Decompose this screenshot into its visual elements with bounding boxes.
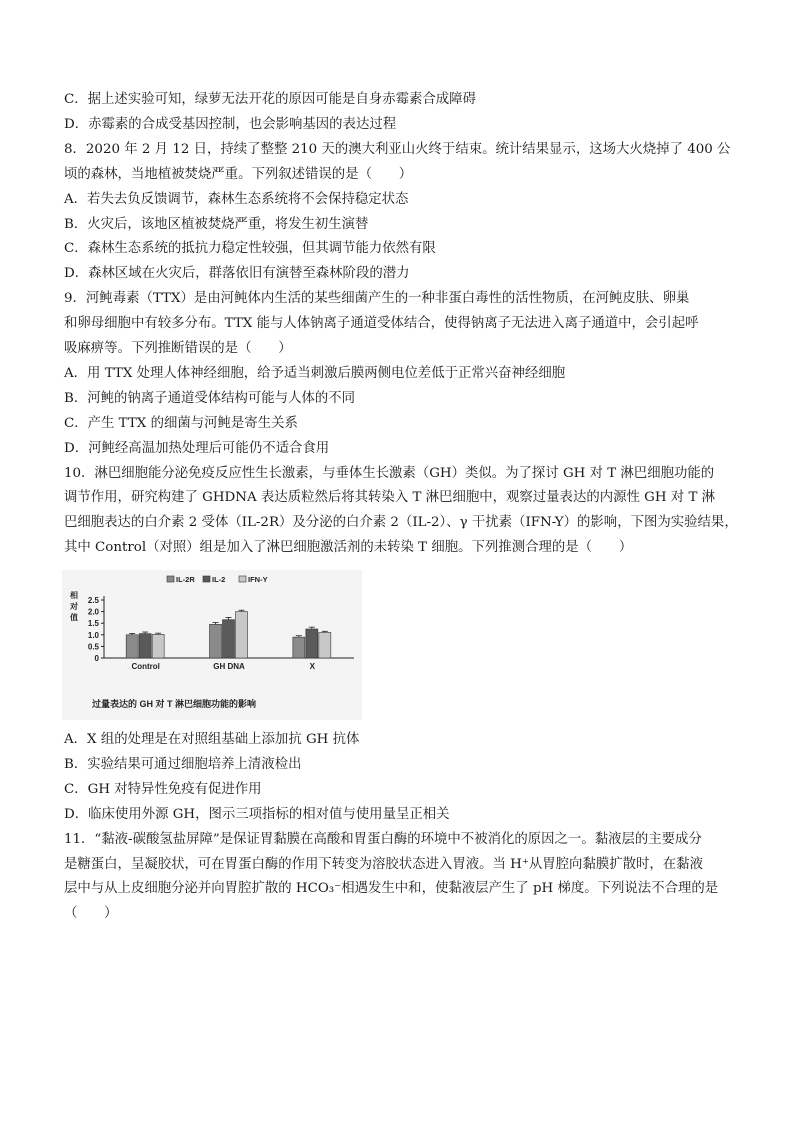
- text-line: A．若失去负反馈调节，森林生态系统将不会保持稳定状态: [64, 191, 409, 207]
- legend-label: IL-2: [212, 575, 226, 584]
- legend-swatch: [167, 576, 174, 582]
- bar-ifn-y: [319, 632, 331, 658]
- figure-panel: [62, 570, 362, 720]
- legend-label: IL-2R: [176, 575, 195, 584]
- bar-il-2r: [126, 635, 138, 658]
- bar-ifn-y: [236, 612, 248, 658]
- bar-il-2: [306, 629, 318, 658]
- text-line: 11．“黏液-碳酸氢盐屏障”是保证胃黏膜在高酸和胃蛋白酶的环境中不被消化的原因之一。黏液层的主要成分: [64, 831, 702, 847]
- y-tick-label: 2.0: [87, 607, 99, 617]
- text-line: 调节作用，研究构建了 GHDNA 表达质粒然后将其转染入 T 淋巴细胞中，观察过量表达的内源性 GH 对 T 淋: [64, 490, 716, 506]
- text-line: C．森林生态系统的抵抗力稳定性较强，但其调节能力依然有限: [64, 241, 436, 257]
- text-line: C．GH 对特异性免疫有促进作用: [64, 781, 262, 797]
- text-line: 10．淋巴细胞能分泌免疫反应性生长激素，与垂体生长激素（GH）类似。为了探讨 GH 对 T 淋巴细胞功能的: [64, 465, 715, 481]
- x-tick-label: Control: [131, 662, 160, 671]
- text-line: C．据上述实验可知，绿萝无法开花的原因可能是自身赤霉素合成障碍: [64, 92, 476, 107]
- y-axis-label-char: 值: [70, 613, 78, 622]
- y-tick-label: 2.5: [87, 596, 99, 605]
- bar-ifn-y: [152, 634, 164, 658]
- text-line: B．实验结果可通过细胞培养上清液检出: [64, 756, 302, 772]
- bar-il-2r: [210, 624, 222, 658]
- legend-label: IFN-Y: [248, 575, 268, 584]
- text-line: 8．2020 年 2 月 12 日，持续了整整 210 天的澳大利亚山火终于结束。统计结果显示，这场大火烧掉了 400 公: [64, 141, 731, 157]
- y-tick-label: 1.5: [87, 619, 99, 629]
- text-line: D．森林区域在火灾后，群落依旧有演替至森林阶段的潜力: [64, 266, 410, 282]
- figure-caption: 过量表达的 GH 对 T 淋巴细胞功能的影响: [92, 699, 257, 709]
- text-line: 层中与从上皮细胞分泌并向胃腔扩散的 HCO₃⁻相遇发生中和，使黏液层产生了 pH 梯度。下列说法不合理的是: [64, 881, 719, 897]
- text-line: B．火灾后，该地区植被焚烧严重，将发生初生演替: [64, 216, 369, 232]
- x-tick-label: X: [309, 662, 316, 671]
- text-line: 9．河鲀毒素（TTX）是由河鲀体内生活的某些细菌产生的一种非蛋白毒性的活性物质，在河鲀皮肤、卵巢: [64, 291, 690, 307]
- bar-il-2: [139, 634, 151, 658]
- text-line: 其中 Control（对照）组是加入了淋巴细胞激活剂的未转染 T 细胞。下列推测合理的是（ ）: [64, 540, 633, 556]
- legend-swatch: [239, 576, 246, 582]
- text-line: 吸麻痹等。下列推断错误的是（ ）: [64, 341, 292, 356]
- text-line: 是糖蛋白，呈凝胶状，可在胃蛋白酶的作用下转变为溶胶状态进入胃液。当 H⁺从胃腔向黏膜扩散时，在黏液: [64, 856, 703, 872]
- text-line: D．临床使用外源 GH，图示三项指标的相对值与使用量呈正相关: [64, 806, 450, 822]
- text-line: 顷的森林，当地植被焚烧严重。下列叙述错误的是（ ）: [64, 166, 413, 182]
- legend-swatch: [203, 576, 210, 582]
- text-line: C．产生 TTX 的细菌与河鲀是寄生关系: [64, 415, 298, 431]
- y-axis-label-char: 相: [70, 591, 78, 600]
- y-tick-label: 0.5: [87, 642, 99, 652]
- text-line: （ ）: [64, 906, 118, 922]
- y-tick-label: 0: [94, 654, 99, 663]
- text-line: A．用 TTX 处理人体神经细胞，给予适当刺激后膜两侧电位差低于正常兴奋神经细胞: [64, 365, 566, 381]
- x-tick-label: GH DNA: [213, 662, 245, 671]
- text-line: A．X 组的处理是在对照组基础上添加抗 GH 抗体: [64, 732, 360, 747]
- text-line: 和卵母细胞中有较多分布。TTX 能与人体钠离子通道受体结合，使得钠离子无法进入离子通道中，会引起呼: [64, 316, 699, 332]
- text-line: D．赤霉素的合成受基因控制，也会影响基因的表达过程: [64, 116, 397, 132]
- text-line: D．河鲀经高温加热处理后可能仍不适合食用: [64, 440, 330, 456]
- text-line: B．河鲀的钠离子通道受体结构可能与人体的不同: [64, 390, 356, 406]
- text-line: 巴细胞表达的白介素 2 受体（IL-2R）及分泌的白介素 2（IL-2）、γ 干扰素（IFN-Y）的影响，下图为实验结果，: [64, 515, 738, 531]
- bar-il-2r: [293, 637, 305, 658]
- bar-il-2: [223, 620, 235, 658]
- y-axis-label-char: 对: [70, 602, 78, 611]
- y-tick-label: 1.0: [87, 630, 99, 640]
- bar-chart: [62, 570, 362, 720]
